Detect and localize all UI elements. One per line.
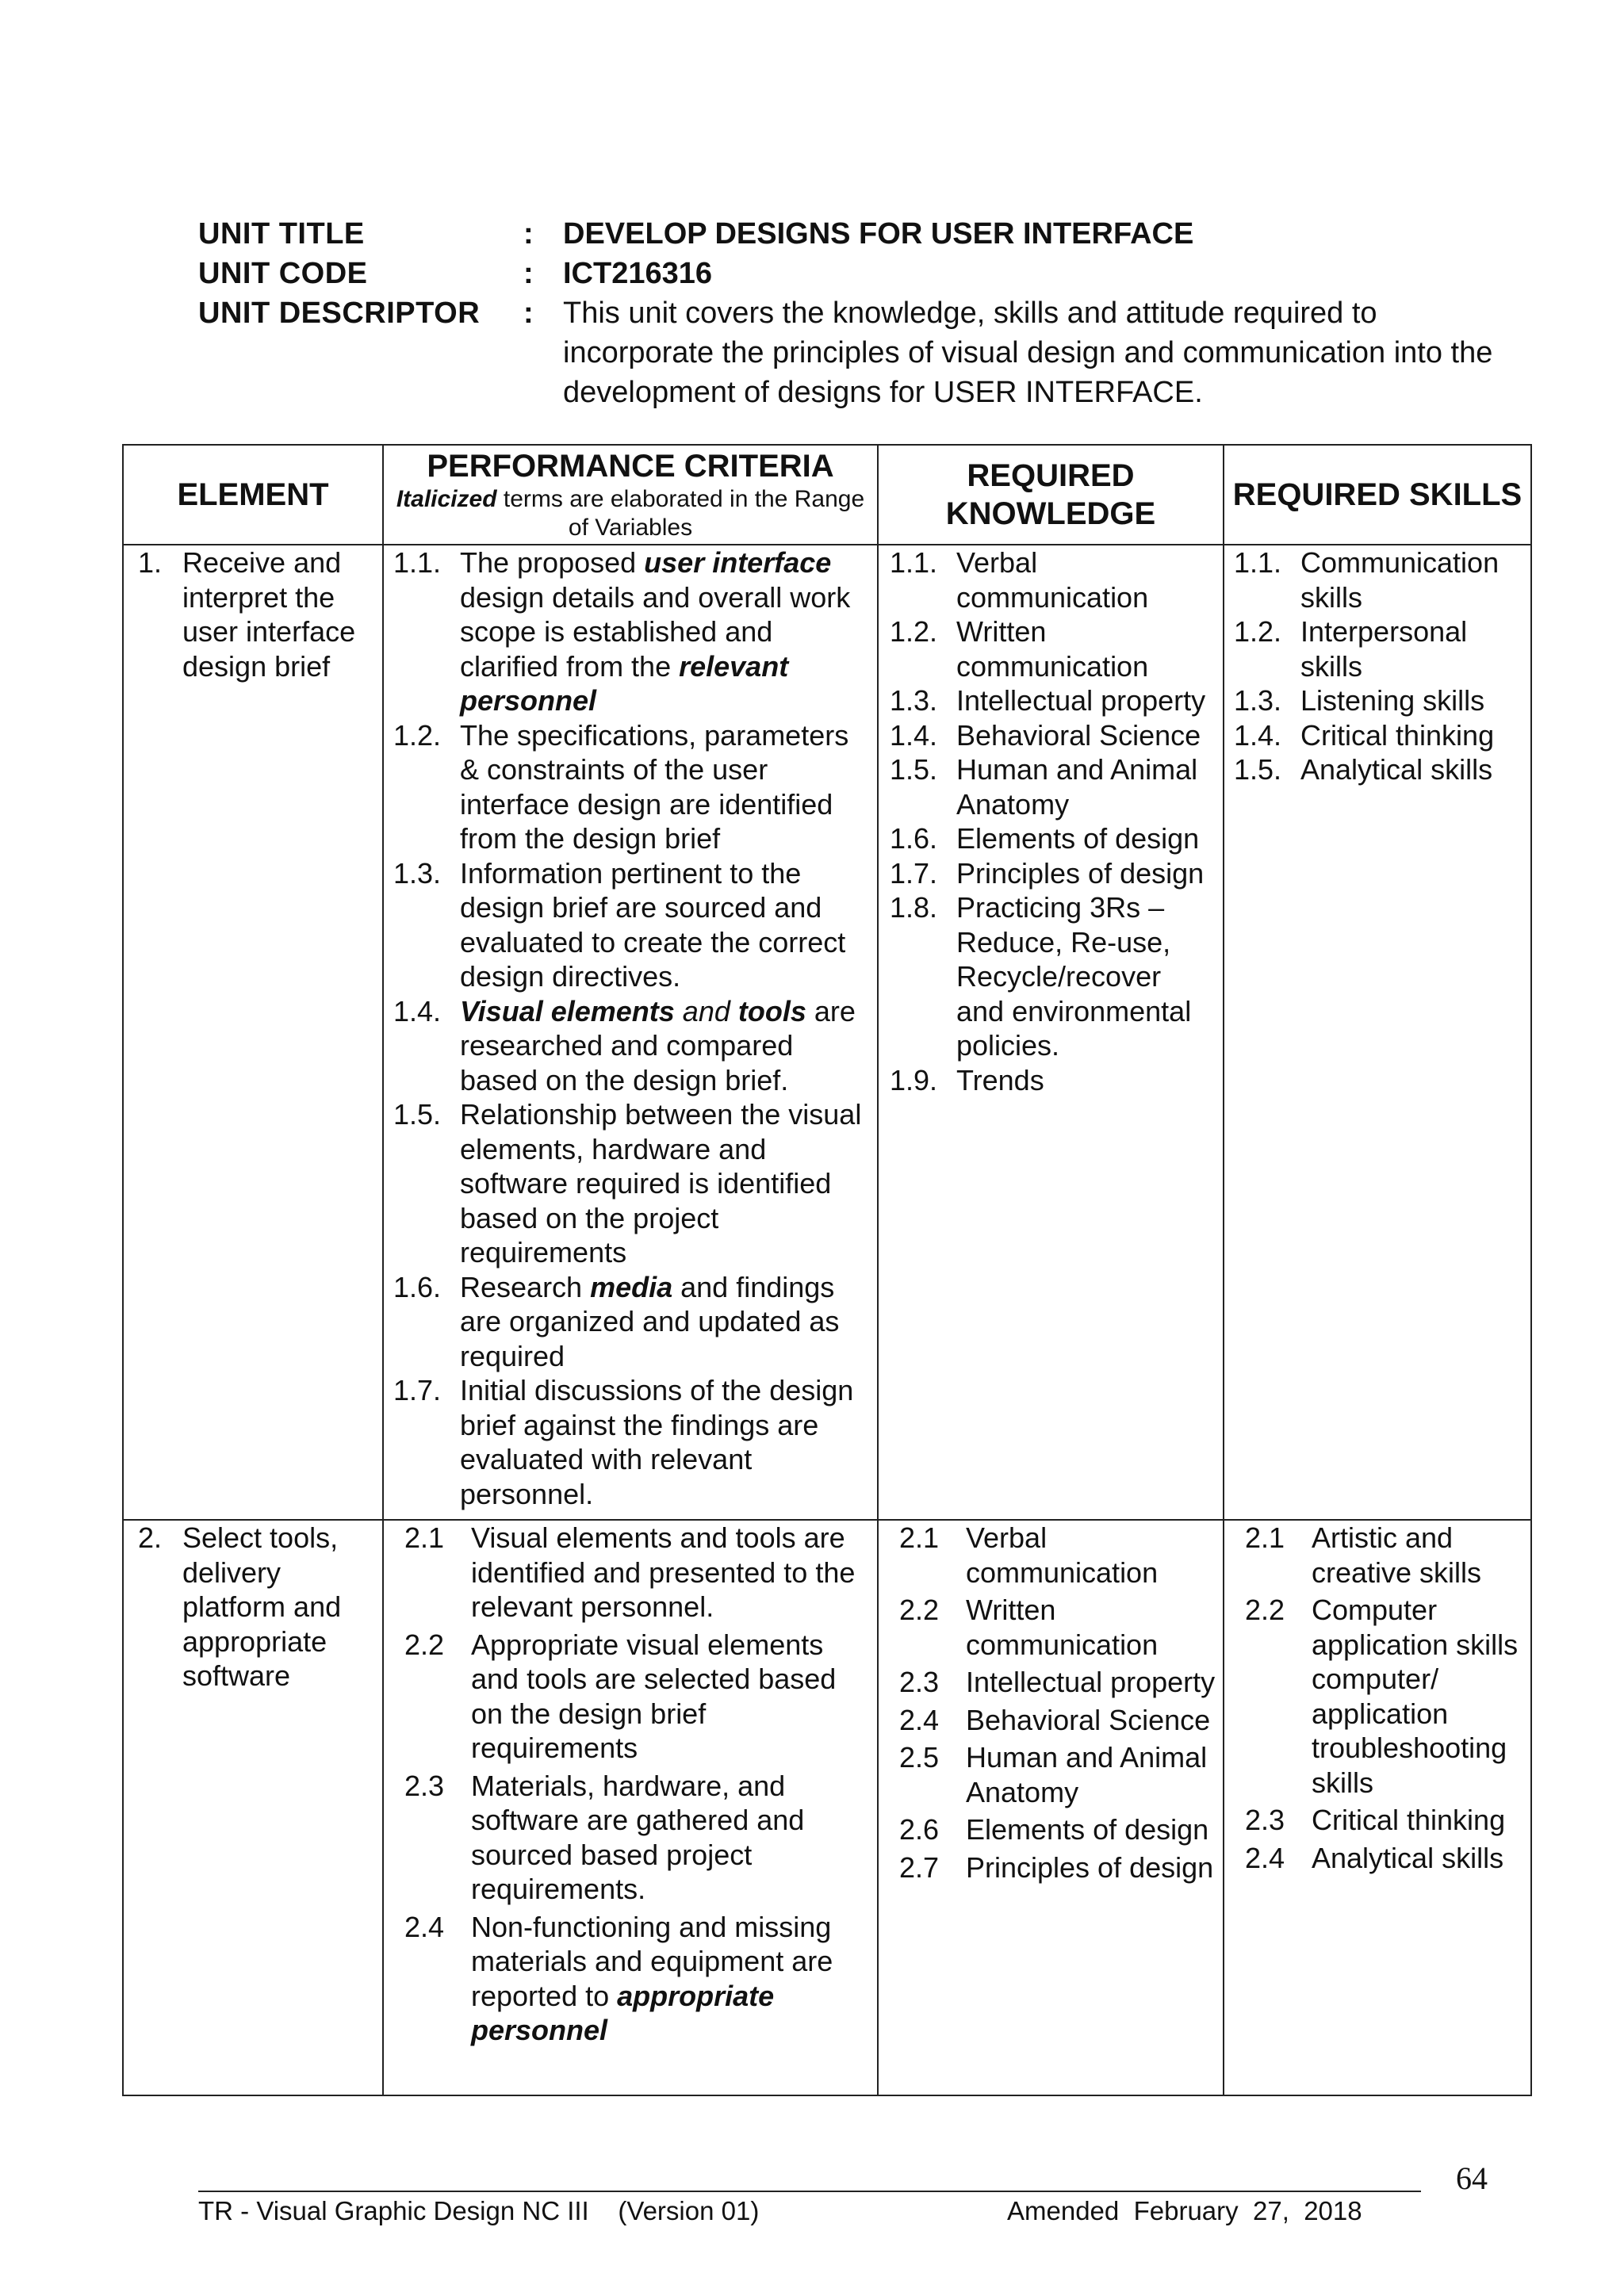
- criteria-text-part: design details and overall work scope is established and clarified from the: [460, 580, 851, 683]
- pc-subtitle: [390, 485, 871, 542]
- criteria-text: [471, 1910, 871, 2048]
- skills-item: [1231, 752, 1524, 787]
- criteria-text-part: and findings are organized and updated as required: [460, 1270, 840, 1372]
- criteria-text: Appropriate visual elements and tools are selected based on the design brief requirements: [471, 1628, 837, 1764]
- competency-table: [122, 444, 1532, 2096]
- criteria-number: 1.7.: [393, 1374, 442, 1406]
- criteria-item: [390, 1628, 871, 1766]
- skills-item: [1231, 545, 1524, 614]
- knowledge-number: 2.5: [899, 1741, 940, 1774]
- skills-item: [1231, 1593, 1524, 1800]
- knowledge-item: [885, 1063, 1216, 1098]
- criteria-text: Visual elements and tools are identified and presented to the relevant personnel.: [471, 1521, 856, 1623]
- colon: :: [523, 297, 534, 330]
- element-item: [130, 1521, 376, 1693]
- skills-number: 2.4: [1245, 1841, 1285, 1874]
- page-number: 64: [1456, 2160, 1488, 2196]
- knowledge-item: [885, 1593, 1216, 1662]
- unit-code-row: [198, 254, 1515, 293]
- criteria-emphasis: user interface: [644, 546, 832, 579]
- criteria-item: [390, 1373, 871, 1511]
- knowledge-number: 2.3: [899, 1666, 940, 1698]
- knowledge-item: [885, 1850, 1216, 1885]
- criteria-cell: [383, 545, 878, 1520]
- knowledge-cell: [878, 1520, 1224, 2095]
- criteria-number: 2.3: [404, 1769, 445, 1802]
- criteria-text-part: and: [674, 994, 738, 1027]
- knowledge-text: Principles of design: [956, 856, 1205, 890]
- unit-descriptor-value: This unit covers the knowledge, skills and attitude required to incorporate the principles of visual design and communication into the development of designs for USER INTERFACE.: [563, 297, 1493, 409]
- knowledge-item: [885, 614, 1216, 683]
- criteria-item: [390, 718, 871, 856]
- knowledge-item: [885, 683, 1216, 718]
- knowledge-text: Trends: [956, 1063, 1044, 1096]
- knowledge-item: [885, 752, 1216, 821]
- unit-descriptor-row: [198, 293, 1515, 412]
- criteria-number: 1.5.: [393, 1098, 442, 1131]
- unit-title-row: [198, 214, 1515, 254]
- knowledge-text: Intellectual property: [966, 1666, 1216, 1698]
- criteria-text: [460, 545, 871, 718]
- knowledge-text: Human and Animal Anatomy: [966, 1741, 1208, 1808]
- knowledge-item: [885, 1812, 1216, 1847]
- element-cell: [123, 1520, 383, 2095]
- criteria-number: 2.2: [404, 1628, 445, 1661]
- knowledge-text: Verbal communication: [956, 546, 1149, 614]
- criteria-number: 1.1.: [393, 546, 442, 579]
- pc-subtitle-italic: Italicized: [396, 486, 497, 512]
- criteria-item: [390, 1097, 871, 1270]
- knowledge-number: 1.4.: [890, 718, 938, 752]
- pc-title: PERFORMANCE CRITERIA: [427, 449, 834, 484]
- knowledge-number: 2.4: [899, 1703, 940, 1736]
- skills-number: 1.4.: [1234, 718, 1282, 752]
- knowledge-item: [885, 1740, 1216, 1809]
- knowledge-item: [885, 890, 1216, 1063]
- element-number: 1.: [138, 546, 163, 579]
- knowledge-cell: [878, 545, 1224, 1520]
- knowledge-text: Written communication: [956, 615, 1149, 683]
- skills-item: [1231, 1841, 1524, 1876]
- skills-text: Artistic and creative skills: [1312, 1521, 1482, 1589]
- criteria-item: [390, 994, 871, 1098]
- skills-text: Listening skills: [1300, 684, 1485, 717]
- knowledge-item: [885, 856, 1216, 891]
- criteria-text-part: Research: [460, 1270, 591, 1303]
- skills-item: [1231, 718, 1524, 753]
- criteria-text: [460, 994, 871, 1098]
- skills-item: [1231, 1803, 1524, 1838]
- criteria-text: Information pertinent to the design brief are sourced and evaluated to create the correct design directives.: [460, 856, 846, 993]
- element-text: Select tools, delivery platform and appropriate software: [182, 1521, 342, 1692]
- knowledge-item: [885, 718, 1216, 753]
- criteria-item: [390, 1769, 871, 1907]
- knowledge-text: Elements of design: [956, 822, 1200, 855]
- skills-number: 1.5.: [1234, 753, 1282, 786]
- knowledge-item: [885, 1665, 1216, 1700]
- knowledge-number: 1.6.: [890, 822, 938, 855]
- knowledge-text: Principles of design: [966, 1850, 1214, 1884]
- unit-title-value: DEVELOP DESIGNS FOR USER INTERFACE: [563, 217, 1194, 251]
- knowledge-text: Practicing 3Rs – Reduce, Re-use, Recycle/recover and environmental policies.: [956, 891, 1192, 1062]
- criteria-number: 2.1: [404, 1521, 445, 1554]
- table-header-row: [123, 445, 1531, 545]
- skills-number: 1.1.: [1234, 546, 1282, 579]
- knowledge-number: 1.9.: [890, 1063, 938, 1096]
- criteria-emphasis: tools: [737, 994, 806, 1027]
- pc-subtitle-rest: terms are elaborated in the Range of Variables: [496, 486, 865, 541]
- skills-item: [1231, 683, 1524, 718]
- criteria-emphasis: Visual elements: [460, 994, 675, 1027]
- criteria-number: 2.4: [404, 1910, 445, 1943]
- skills-number: 2.3: [1245, 1804, 1285, 1836]
- element-item: [130, 545, 376, 683]
- col-header-skills: REQUIRED SKILLS: [1224, 445, 1531, 545]
- criteria-text: Materials, hardware, and software are gathered and sourced based project requirements.: [471, 1769, 805, 1905]
- col-header-element: ELEMENT: [123, 445, 383, 545]
- criteria-item: [390, 1910, 871, 2048]
- colon: :: [523, 217, 534, 251]
- skills-text: Critical thinking: [1312, 1804, 1506, 1836]
- criteria-item: [390, 545, 871, 718]
- knowledge-number: 1.7.: [890, 856, 938, 890]
- criteria-text-part: The proposed: [460, 546, 645, 579]
- criteria-text: Relationship between the visual elements, hardware and software required is identified based on the project requirements: [460, 1098, 862, 1269]
- element-text: Receive and interpret the user interface design brief: [182, 546, 356, 683]
- criteria-emphasis: media: [590, 1270, 673, 1303]
- criteria-item: [390, 1270, 871, 1374]
- criteria-number: 1.2.: [393, 718, 442, 752]
- skills-number: 2.2: [1245, 1594, 1285, 1626]
- criteria-emphasis: appropriate personnel: [471, 1979, 775, 2046]
- knowledge-text: Behavioral Science: [966, 1703, 1211, 1736]
- skills-text: Analytical skills: [1312, 1841, 1504, 1874]
- criteria-item: [390, 1521, 871, 1624]
- knowledge-number: 2.1: [899, 1521, 940, 1554]
- criteria-text: Initial discussions of the design brief against the findings are evaluated with relevant personnel.: [460, 1374, 854, 1510]
- knowledge-number: 1.8.: [890, 891, 938, 924]
- knowledge-number: 1.2.: [890, 615, 938, 648]
- unit-code-label: UNIT CODE: [198, 257, 368, 290]
- knowledge-item: [885, 1521, 1216, 1590]
- skills-text: Analytical skills: [1300, 753, 1493, 786]
- knowledge-number: 1.1.: [890, 546, 938, 579]
- unit-code-value: ICT216316: [563, 257, 713, 290]
- knowledge-item: [885, 545, 1216, 614]
- knowledge-item: [885, 1703, 1216, 1738]
- element-number: 2.: [138, 1521, 163, 1554]
- skills-text: Communication skills: [1300, 546, 1500, 614]
- colon: :: [523, 257, 534, 290]
- knowledge-text: Human and Animal Anatomy: [956, 753, 1198, 821]
- knowledge-text: Elements of design: [966, 1813, 1209, 1846]
- footer-divider: [198, 2191, 1421, 2192]
- criteria-number: 1.6.: [393, 1270, 442, 1303]
- knowledge-text: Intellectual property: [956, 684, 1206, 717]
- table-row: [123, 545, 1531, 1520]
- element-cell: [123, 545, 383, 1520]
- knowledge-number: 2.6: [899, 1813, 940, 1846]
- skills-cell: [1224, 545, 1531, 1520]
- knowledge-number: 1.3.: [890, 684, 938, 717]
- skills-text: Interpersonal skills: [1300, 615, 1468, 683]
- footer-amended-date: Amended February 27, 2018: [1007, 2196, 1362, 2225]
- knowledge-text: Written communication: [966, 1594, 1159, 1661]
- criteria-text: The specifications, parameters & constraints of the user interface design are identified from the design brief: [460, 718, 849, 855]
- knowledge-item: [885, 821, 1216, 856]
- criteria-text-part: Non-functioning and missing materials and equipment are reported to: [471, 1910, 833, 2012]
- knowledge-number: 1.5.: [890, 753, 938, 786]
- criteria-text: [460, 1270, 871, 1374]
- col-header-knowledge: REQUIRED KNOWLEDGE: [878, 445, 1224, 545]
- knowledge-text: Verbal communication: [966, 1521, 1159, 1589]
- skills-item: [1231, 614, 1524, 683]
- criteria-cell: [383, 1520, 878, 2095]
- skills-text: Critical thinking: [1300, 718, 1495, 752]
- skills-number: 1.2.: [1234, 615, 1282, 648]
- skills-number: 1.3.: [1234, 684, 1282, 717]
- unit-descriptor-label: UNIT DESCRIPTOR: [198, 297, 481, 330]
- knowledge-text: Behavioral Science: [956, 718, 1201, 752]
- criteria-number: 1.4.: [393, 994, 442, 1027]
- skills-cell: [1224, 1520, 1531, 2095]
- col-header-performance-criteria: [383, 445, 878, 545]
- criteria-emphasis: relevant personnel: [460, 649, 789, 717]
- table-row: [123, 1520, 1531, 2095]
- skills-number: 2.1: [1245, 1521, 1285, 1554]
- criteria-number: 1.3.: [393, 856, 442, 890]
- criteria-text-part: are researched and compared based on the design brief.: [460, 994, 856, 1096]
- unit-title-label: UNIT TITLE: [198, 217, 365, 251]
- skills-item: [1231, 1521, 1524, 1590]
- criteria-item: [390, 856, 871, 994]
- unit-header: [198, 214, 1515, 412]
- knowledge-number: 2.2: [899, 1594, 940, 1626]
- skills-text: Computer application skills computer/ application troubleshooting skills: [1312, 1594, 1519, 1799]
- footer-document-title: TR - Visual Graphic Design NC III (Version 01): [198, 2196, 760, 2225]
- knowledge-number: 2.7: [899, 1850, 940, 1884]
